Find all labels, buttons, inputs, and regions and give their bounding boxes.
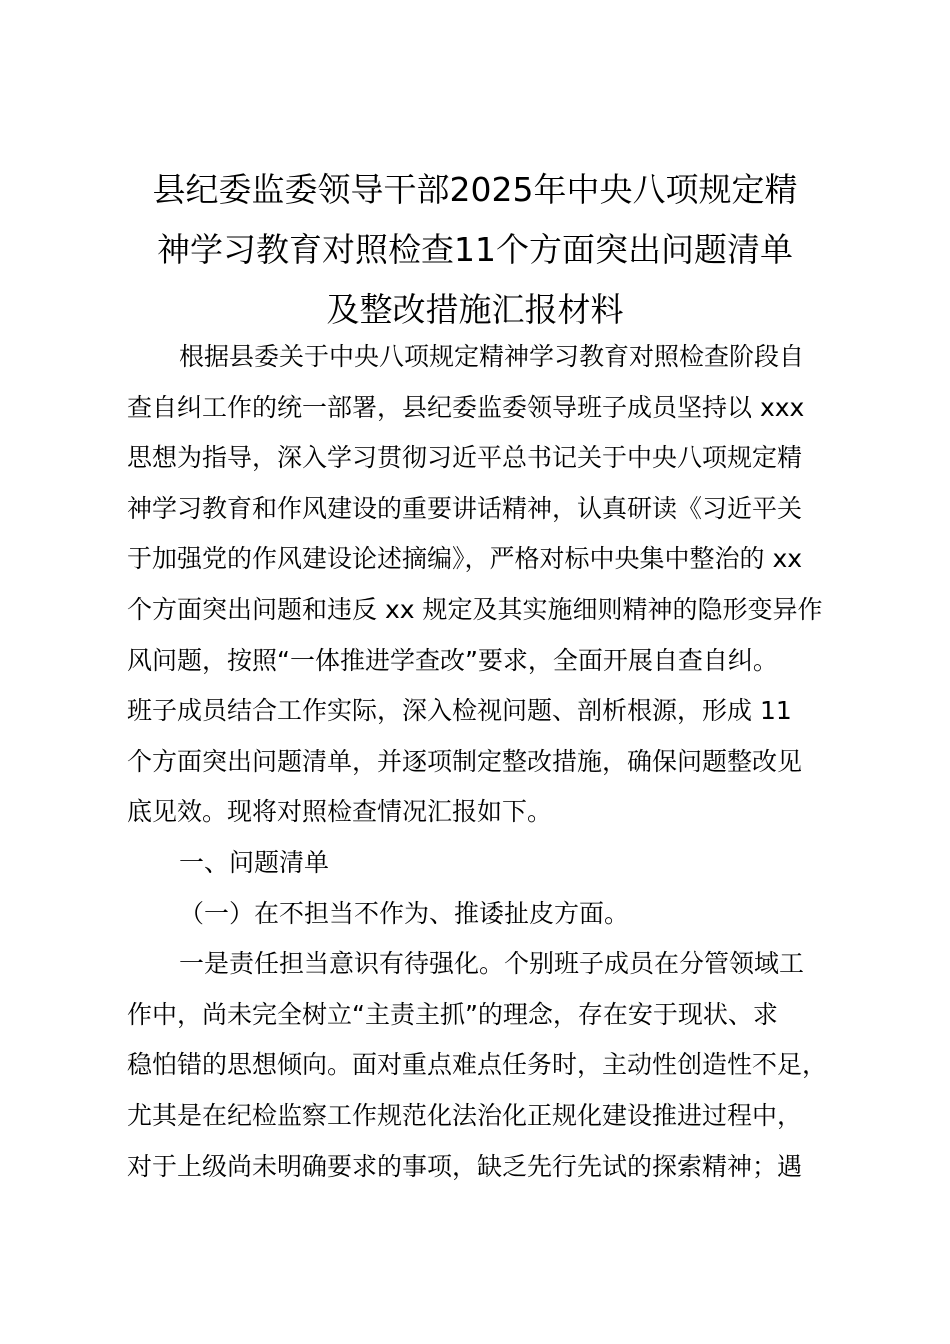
paragraph-line: 底见效。现将对照检查情况汇报如下。 — [127, 797, 553, 827]
paragraph-line: 班子成员结合工作实际，深入检视问题、剖析根源，形成 11 — [127, 696, 792, 726]
paragraph-line: 于加强党的作风建设论述摘编》，严格对标中央集中整治的 xx — [127, 544, 803, 574]
document-body — [127, 332, 862, 1192]
title-line: 县纪委监委领导干部2025年中央八项规定精 — [152, 170, 798, 209]
paragraph-line: 风问题，按照“一体推进学查改”要求，全面开展自查自纠。 — [127, 645, 778, 675]
subsection-heading: （一）在不担当不作为、推诿扯皮方面。 — [179, 898, 630, 928]
paragraph-line: 查自纠工作的统一部署，县纪委监委领导班子成员坚持以 xxx — [127, 392, 805, 422]
paragraph-line: 作中，尚未完全树立“主责主抓”的理念，存在安于现状、求 — [127, 999, 778, 1029]
paragraph-line: 个方面突出问题清单，并逐项制定整改措施，确保问题整改见 — [127, 746, 803, 776]
title-line: 神学习教育对照检查11个方面突出问题清单 — [157, 230, 793, 269]
paragraph-line: 稳怕错的思想倾向。面对重点难点任务时，主动性创造性不足， — [127, 1050, 828, 1080]
section-heading: 一、问题清单 — [179, 847, 330, 877]
paragraph-line: 一是责任担当意识有待强化。个别班子成员在分管领域工 — [179, 949, 805, 979]
document-title — [100, 160, 850, 340]
paragraph-line: 对于上级尚未明确要求的事项，缺乏先行先试的探索精神；遇 — [127, 1151, 803, 1181]
paragraph-line: 神学习教育和作风建设的重要讲话精神，认真研读《习近平关 — [127, 493, 803, 523]
paragraph-line: 思想为指导，深入学习贯彻习近平总书记关于中央八项规定精 — [127, 443, 803, 473]
title-line: 及整改措施汇报材料 — [326, 290, 624, 329]
paragraph-line: 个方面突出问题和违反 xx 规定及其实施细则精神的隐形变异作 — [127, 594, 823, 624]
paragraph-line: 尤其是在纪检监察工作规范化法治化正规化建设推进过程中， — [127, 1100, 803, 1130]
paragraph-line: 根据县委关于中央八项规定精神学习教育对照检查阶段自 — [179, 342, 805, 371]
